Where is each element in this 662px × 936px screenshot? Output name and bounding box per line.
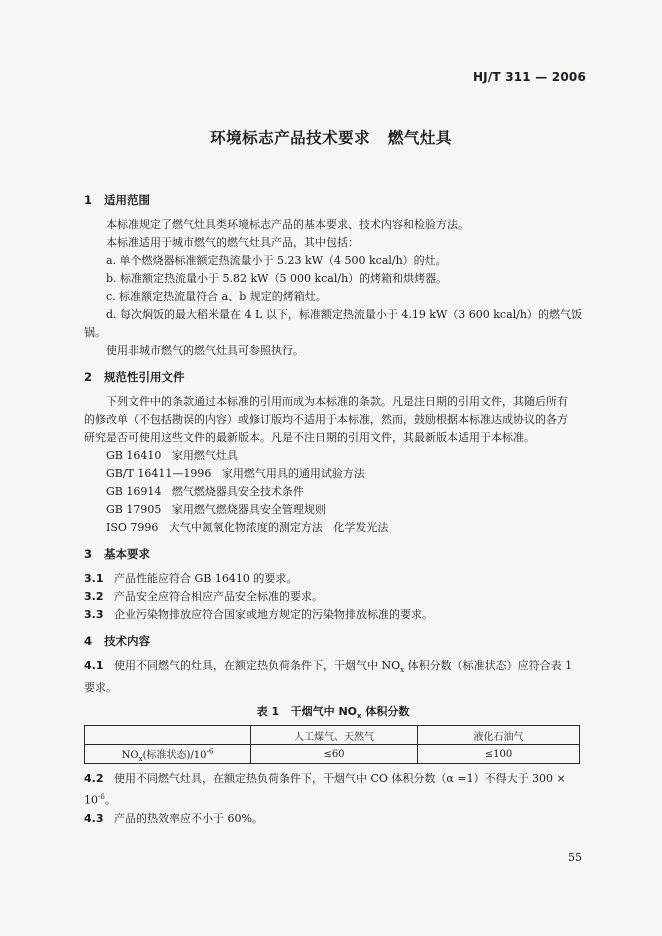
paragraph: 本标准规定了燃气灶具类环境标志产品的基本要求、技术内容和检验方法。: [106, 218, 469, 231]
paragraph: 研究是否可使用这些文件的最新版本。凡是不注日期的引用文件，其最新版本适用于本标准。: [84, 431, 535, 444]
table-header-row: [85, 726, 580, 745]
clause-3-1: 3.1 产品性能应符合 GB 16410 的要求。: [84, 572, 298, 585]
clause-3-2: 3.2 产品安全应符合相应产品安全标准的要求。: [84, 590, 323, 603]
table-cell: ≤60: [251, 745, 418, 764]
list-item: b. 标准额定热流量小于 5.82 kW（5 000 kcal/h）的烤箱和烘烤器。: [106, 272, 448, 285]
reference-list: [84, 447, 582, 537]
reference-item: GB/T 16411—1996 家用燃气用具的通用试验方法: [106, 467, 365, 480]
document-title: 环境标志产品技术要求 燃气灶具: [210, 129, 452, 147]
table-corner-cell: [85, 726, 251, 745]
document-body: [84, 193, 582, 828]
section-4-heading: 4 技术内容: [84, 634, 150, 648]
list-item: a. 单个燃烧器标准额定热流量小于 5.23 kW（4 500 kcal/h）的灶。: [106, 254, 447, 267]
section-1-heading: 1 适用范围: [84, 193, 150, 207]
paragraph: 的修改单（不包括勘误的内容）或修订版均不适用于本标准，然而，鼓励根据本标准达成协议的各方: [84, 413, 568, 426]
reference-item: ISO 7996 大气中氮氧化物浓度的测定方法 化学发光法: [106, 521, 389, 534]
list-item: c. 标准额定热流量符合 a、b 规定的烤箱灶。: [106, 290, 327, 303]
paragraph: 使用非城市燃气的燃气灶具可参照执行。: [106, 344, 304, 357]
list-item: d. 每次焖饭的最大稻米量在 4 L 以下，标准额定热流量小于 4.19 kW（3 600 kcal/h）的燃气饭: [106, 308, 582, 321]
table-header-cell: 液化石油气: [418, 726, 580, 745]
table-row: [85, 745, 580, 764]
reference-item: GB 16410 家用燃气灶具: [106, 449, 238, 462]
section-2-heading: 2 规范性引用文件: [84, 370, 185, 384]
table-row-label: $NO_x$(标准状态)$/10^{-6}$: [85, 745, 251, 764]
standard-number: HJ/T 311 — 2006: [472, 70, 586, 84]
table-caption: 表 1 干烟气中 $NO_x$ 体积分数: [256, 705, 410, 721]
clause-3-3: 3.3 企业污染物排放应符合国家或地方规定的污染物排放标准的要求。: [84, 608, 433, 621]
nox-table: [84, 725, 580, 764]
paragraph: 本标准适用于城市燃气的燃气灶具产品，其中包括：: [106, 236, 359, 249]
clause-4-2: 4.2 使用不同燃气灶具，在额定热负荷条件下，干烟气中 CO 体积分数（α =1）不得大于 300 ×: [84, 772, 566, 786]
paragraph: 下列文件中的条款通过本标准的引用而成为本标准的条款。凡是注日期的引用文件，其随后所有: [106, 395, 568, 408]
clause-4-2-continued: $10^{-6}$。: [84, 793, 116, 808]
reference-item: GB 16914 燃气燃烧器具安全技术条件: [106, 485, 304, 498]
clause-4-1-continued: 要求。: [84, 681, 117, 695]
clause-4-3: 4.3 产品的热效率应不小于 60%。: [84, 812, 263, 826]
clause-4-1: 4.1 使用不同燃气的灶具，在额定热负荷条件下，干烟气中 $NO_x$ 体积分数（标准状态）应符合表 1: [84, 659, 573, 675]
list-item-continued: 锅。: [84, 326, 106, 339]
reference-item: GB 17905 家用燃气燃烧器具安全管理规则: [106, 503, 326, 516]
page-number: 55: [568, 851, 582, 864]
table-header-cell: 人工煤气、天然气: [251, 726, 418, 745]
table-cell: ≤100: [418, 745, 580, 764]
section-3-heading: 3 基本要求: [84, 547, 150, 561]
